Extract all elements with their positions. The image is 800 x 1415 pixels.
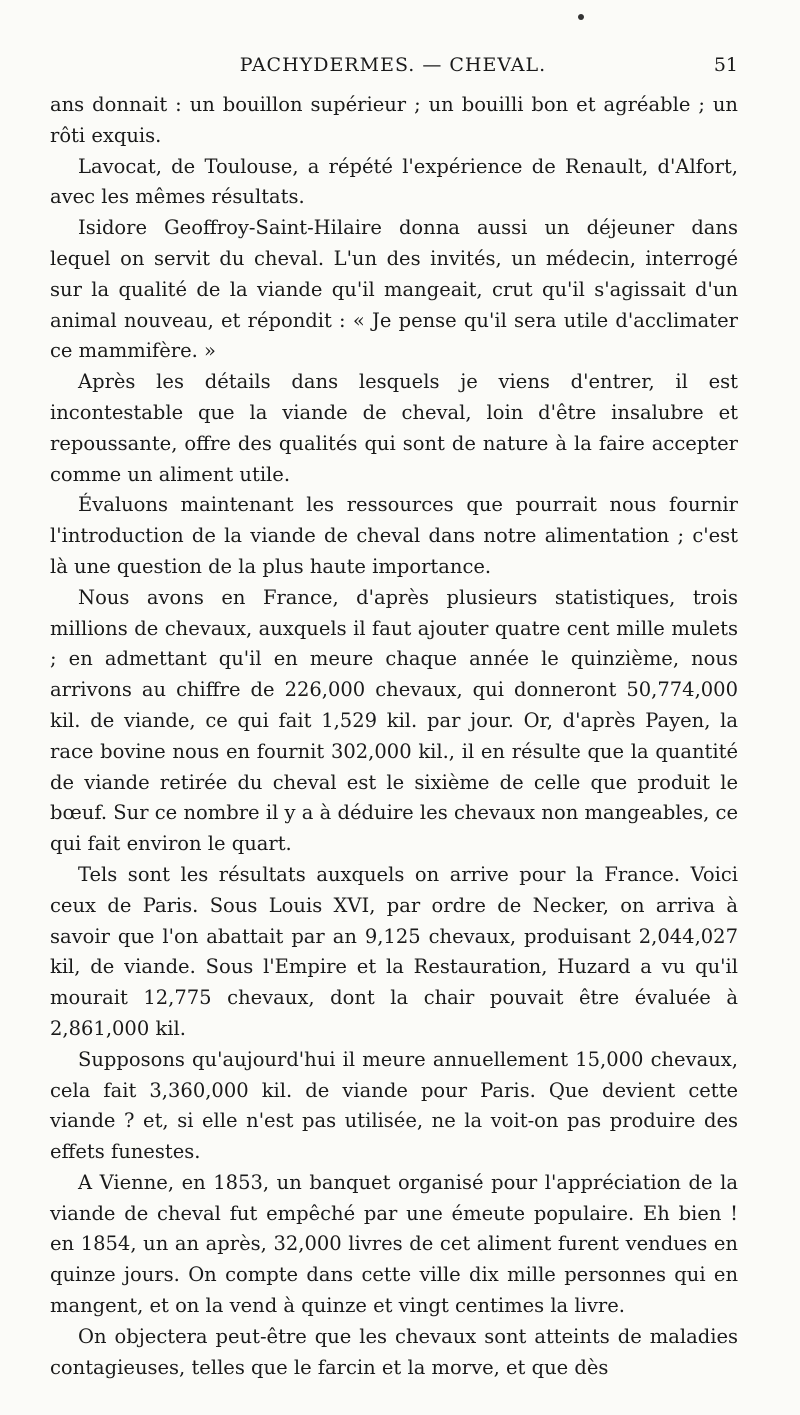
running-header (48, 52, 738, 82)
header-title: PACHYDERMES. — CHEVAL. (239, 54, 547, 76)
paragraph-9: A Vienne, en 1853, un banquet organisé pour l'appréciation de la viande de cheval fut empêché par une émeute populaire. Eh bien ! en 1854, un an après, 32,000 livres de cet aliment furent vendues en quinze jours. On compte dans cette ville dix mille personnes qui en mangent, et on la vend à quinze et vingt centimes la livre. (50, 1170, 738, 1318)
body-text (50, 90, 738, 1383)
paragraph-6: Nous avons en France, d'après plusieurs statistiques, trois millions de chevaux, auxquels il faut ajouter quatre cent mille mulets ; en admettant qu'il en meure chaque année le quinzième, nous arrivons au chiffre de 226,000 chevaux, qui donneront 50,774,000 kil. de viande, ce qui fait 1,529 kil. par jour. Or, d'après Payen, la race bovine nous en fournit 302,000 kil., il en résulte que la quantité de viande retirée du cheval est le sixième de celle que produit le bœuf. Sur ce nombre il y a à déduire les chevaux non mangeables, ce qui fait environ le quart. (50, 585, 738, 856)
paragraph-5: Évaluons maintenant les ressources que pourrait nous fournir l'introduction de la viande de cheval dans notre alimentation ; c'est là une question de la plus haute importance. (50, 493, 738, 578)
page-number: 51 (713, 54, 738, 76)
paragraph-10: On objectera peut-être que les chevaux sont atteints de maladies contagieuses, telles que le farcin et la morve, et que dès (50, 1324, 738, 1379)
paragraph-1: ans donnait : un bouillon supérieur ; un bouilli bon et agréable ; un rôti exquis. (50, 93, 738, 147)
paragraph-2: Lavocat, de Toulouse, a répété l'expérience de Renault, d'Alfort, avec les mêmes résultats. (50, 154, 738, 209)
ink-dot (578, 14, 584, 20)
paragraph-7: Tels sont les résultats auxquels on arrive pour la France. Voici ceux de Paris. Sous Louis XVI, par ordre de Necker, on arriva à savoir que l'on abattait par an 9,125 chevaux, produisant 2,044,027 kil, de viande. Sous l'Empire et la Restauration, Huzard a vu qu'il mourait 12,775 chevaux, dont la chair pouvait être évaluée à 2,861,000 kil. (50, 862, 738, 1040)
paragraph-4: Après les détails dans lesquels je viens d'entrer, il est incontestable que la viande de cheval, loin d'être insalubre et repoussante, offre des qualités qui sont de nature à la faire accepter comme un aliment utile. (50, 370, 738, 486)
paragraph-3: Isidore Geoffroy-Saint-Hilaire donna aussi un déjeuner dans lequel on servit du cheval. L'un des invités, un médecin, interrogé sur la qualité de la viande qu'il mangeait, crut qu'il s'agissait d'un animal nouveau, et répondit : « Je pense qu'il sera utile d'acclimater ce mammifère. » (50, 216, 738, 363)
paragraph-8: Supposons qu'aujourd'hui il meure annuellement 15,000 chevaux, cela fait 3,360,000 kil. de viande pour Paris. Que devient cette viande ? et, si elle n'est pas utilisée, ne la voit-on pas produire des effets funestes. (50, 1047, 738, 1164)
